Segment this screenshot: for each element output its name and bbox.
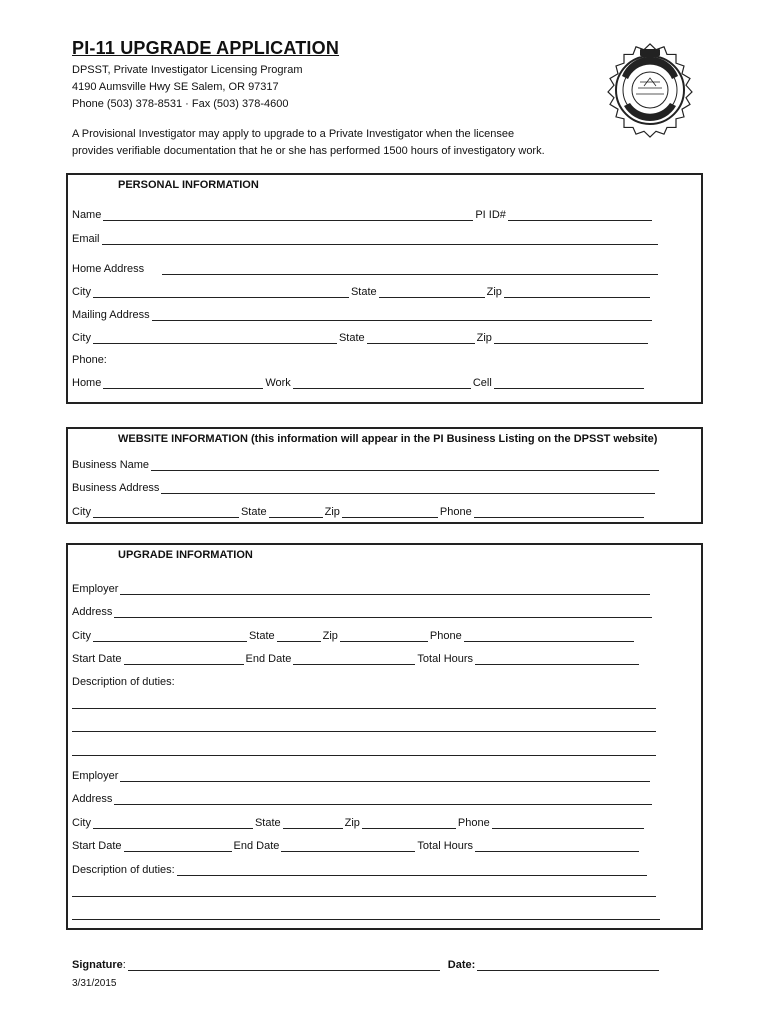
mailing-state-field[interactable] <box>367 333 475 344</box>
org-name: DPSST, Private Investigator Licensing Program <box>72 64 303 76</box>
personal-information-title: PERSONAL INFORMATION <box>118 179 259 191</box>
pi-id-field[interactable] <box>508 210 652 221</box>
business-name-field[interactable] <box>151 460 659 471</box>
business-name-row <box>72 457 661 471</box>
employer-2-end-date-field[interactable] <box>281 841 415 852</box>
upgrade-information-title: UPGRADE INFORMATION <box>118 549 253 561</box>
address-label: Address <box>72 606 113 618</box>
city-label: City <box>72 817 91 829</box>
employer-2-address-row <box>72 791 654 805</box>
business-state-field[interactable] <box>269 507 323 518</box>
business-zip-field[interactable] <box>342 507 438 518</box>
work-phone-label: Work <box>265 377 291 389</box>
mailing-city-row <box>72 330 650 344</box>
city-label: City <box>72 286 91 298</box>
name-label: Name <box>72 209 102 221</box>
email-label: Email <box>72 233 100 245</box>
employer-1-city-field[interactable] <box>93 631 247 642</box>
org-phone: Phone (503) 378-8531 · Fax (503) 378-4600 <box>72 98 289 110</box>
phone-label: Phone: <box>72 354 107 366</box>
phone-numbers-row <box>72 375 646 389</box>
employer-1-state-field[interactable] <box>277 631 321 642</box>
phone-heading-row <box>72 352 107 366</box>
employer-2-start-date-field[interactable] <box>124 841 232 852</box>
employer-1-row <box>72 581 652 595</box>
employer-2-duties-line[interactable] <box>72 919 660 920</box>
home-phone-field[interactable] <box>103 378 263 389</box>
employer-label: Employer <box>72 583 119 595</box>
state-label: State <box>254 817 281 829</box>
intro-line-2: provides verifiable documentation that he or she has performed 1500 hours of investigatory work. <box>72 145 545 157</box>
work-phone-field[interactable] <box>293 378 471 389</box>
dpsst-seal-icon <box>606 42 694 138</box>
employer-label: Employer <box>72 770 119 782</box>
business-address-label: Business Address <box>72 482 160 494</box>
state-label: State <box>338 332 365 344</box>
end-date-label: End Date <box>233 840 280 852</box>
name-field[interactable] <box>103 210 473 221</box>
end-date-label: End Date <box>245 653 292 665</box>
employer-2-row <box>72 768 652 782</box>
website-information-title: WEBSITE INFORMATION (this information will appear in the PI Business Listing on the DPSST website) <box>118 433 658 445</box>
signature-label: Signature <box>72 959 123 971</box>
zip-label: Zip <box>476 332 492 344</box>
employer-2-total-hours-field[interactable] <box>475 841 639 852</box>
mailing-zip-field[interactable] <box>494 333 648 344</box>
home-phone-label: Home <box>72 377 102 389</box>
employer-2-duties-row <box>72 862 649 876</box>
mailing-city-field[interactable] <box>93 333 337 344</box>
email-row <box>72 231 660 245</box>
employer-1-total-hours-field[interactable] <box>475 654 639 665</box>
total-hours-label: Total Hours <box>417 840 474 852</box>
home-city-field[interactable] <box>93 287 349 298</box>
employer-1-zip-field[interactable] <box>340 631 428 642</box>
home-state-field[interactable] <box>379 287 485 298</box>
mailing-address-row <box>72 307 654 321</box>
address-label: Address <box>72 793 113 805</box>
state-label: State <box>350 286 377 298</box>
total-hours-label: Total Hours <box>417 653 474 665</box>
zip-label: Zip <box>344 817 360 829</box>
signature-date-field[interactable] <box>477 960 659 971</box>
employer-1-duties-line[interactable] <box>72 731 656 732</box>
business-name-label: Business Name <box>72 459 150 471</box>
employer-1-dates-row <box>72 651 641 665</box>
city-label: City <box>72 630 91 642</box>
zip-label: Zip <box>322 630 338 642</box>
business-address-field[interactable] <box>161 483 655 494</box>
duties-label: Description of duties: <box>72 864 175 876</box>
employer-1-start-date-field[interactable] <box>124 654 244 665</box>
cell-phone-label: Cell <box>472 377 492 389</box>
home-address-label: Home Address <box>72 263 145 275</box>
phone-label: Phone <box>429 630 462 642</box>
email-field[interactable] <box>102 234 658 245</box>
home-address-row <box>72 261 660 275</box>
state-label: State <box>248 630 275 642</box>
business-phone-label: Phone <box>439 506 472 518</box>
signature-field[interactable] <box>128 960 440 971</box>
date-label: Date: <box>447 959 476 971</box>
employer-1-duties-line[interactable] <box>72 708 656 709</box>
mailing-address-field[interactable] <box>152 310 652 321</box>
employer-2-address-field[interactable] <box>114 794 652 805</box>
business-city-label: City <box>72 506 91 518</box>
employer-2-city-field[interactable] <box>93 818 253 829</box>
home-address-field[interactable] <box>162 264 658 275</box>
page-title: PI-11 UPGRADE APPLICATION <box>72 38 340 58</box>
cell-phone-field[interactable] <box>494 378 644 389</box>
employer-1-duties-line[interactable] <box>72 755 656 756</box>
employer-1-address-row <box>72 604 654 618</box>
city-label: City <box>72 332 91 344</box>
zip-label: Zip <box>486 286 502 298</box>
employer-1-city-row <box>72 628 636 642</box>
employer-1-field[interactable] <box>120 584 650 595</box>
business-city-row <box>72 504 646 518</box>
employer-2-duties-field[interactable] <box>177 865 647 876</box>
name-row <box>72 207 654 221</box>
employer-2-phone-field[interactable] <box>492 818 644 829</box>
duties-label: Description of duties: <box>72 676 175 688</box>
employer-1-phone-field[interactable] <box>464 631 634 642</box>
employer-2-state-field[interactable] <box>283 818 343 829</box>
business-phone-field[interactable] <box>474 507 644 518</box>
employer-2-dates-row <box>72 838 641 852</box>
employer-2-zip-field[interactable] <box>362 818 456 829</box>
business-zip-label: Zip <box>324 506 340 518</box>
employer-2-duties-line[interactable] <box>72 896 656 897</box>
business-address-row <box>72 480 657 494</box>
employer-1-end-date-field[interactable] <box>293 654 415 665</box>
intro-line-1: A Provisional Investigator may apply to upgrade to a Private Investigator when the licensee <box>72 128 515 140</box>
business-city-field[interactable] <box>93 507 239 518</box>
business-state-label: State <box>240 506 267 518</box>
home-city-row <box>72 284 652 298</box>
org-address: 4190 Aumsville Hwy SE Salem, OR 97317 <box>72 81 279 93</box>
mailing-address-label: Mailing Address <box>72 309 150 321</box>
revision-date: 3/31/2015 <box>72 978 117 989</box>
start-date-label: Start Date <box>72 840 122 852</box>
signature-row <box>72 957 661 971</box>
start-date-label: Start Date <box>72 653 122 665</box>
employer-2-city-row <box>72 815 646 829</box>
employer-2-field[interactable] <box>120 771 650 782</box>
pi-id-label: PI ID# <box>475 209 506 221</box>
signature-colon: : <box>122 959 126 971</box>
phone-label: Phone <box>457 817 490 829</box>
employer-1-address-field[interactable] <box>114 607 652 618</box>
employer-1-duties-label-row <box>72 674 175 688</box>
home-zip-field[interactable] <box>504 287 650 298</box>
